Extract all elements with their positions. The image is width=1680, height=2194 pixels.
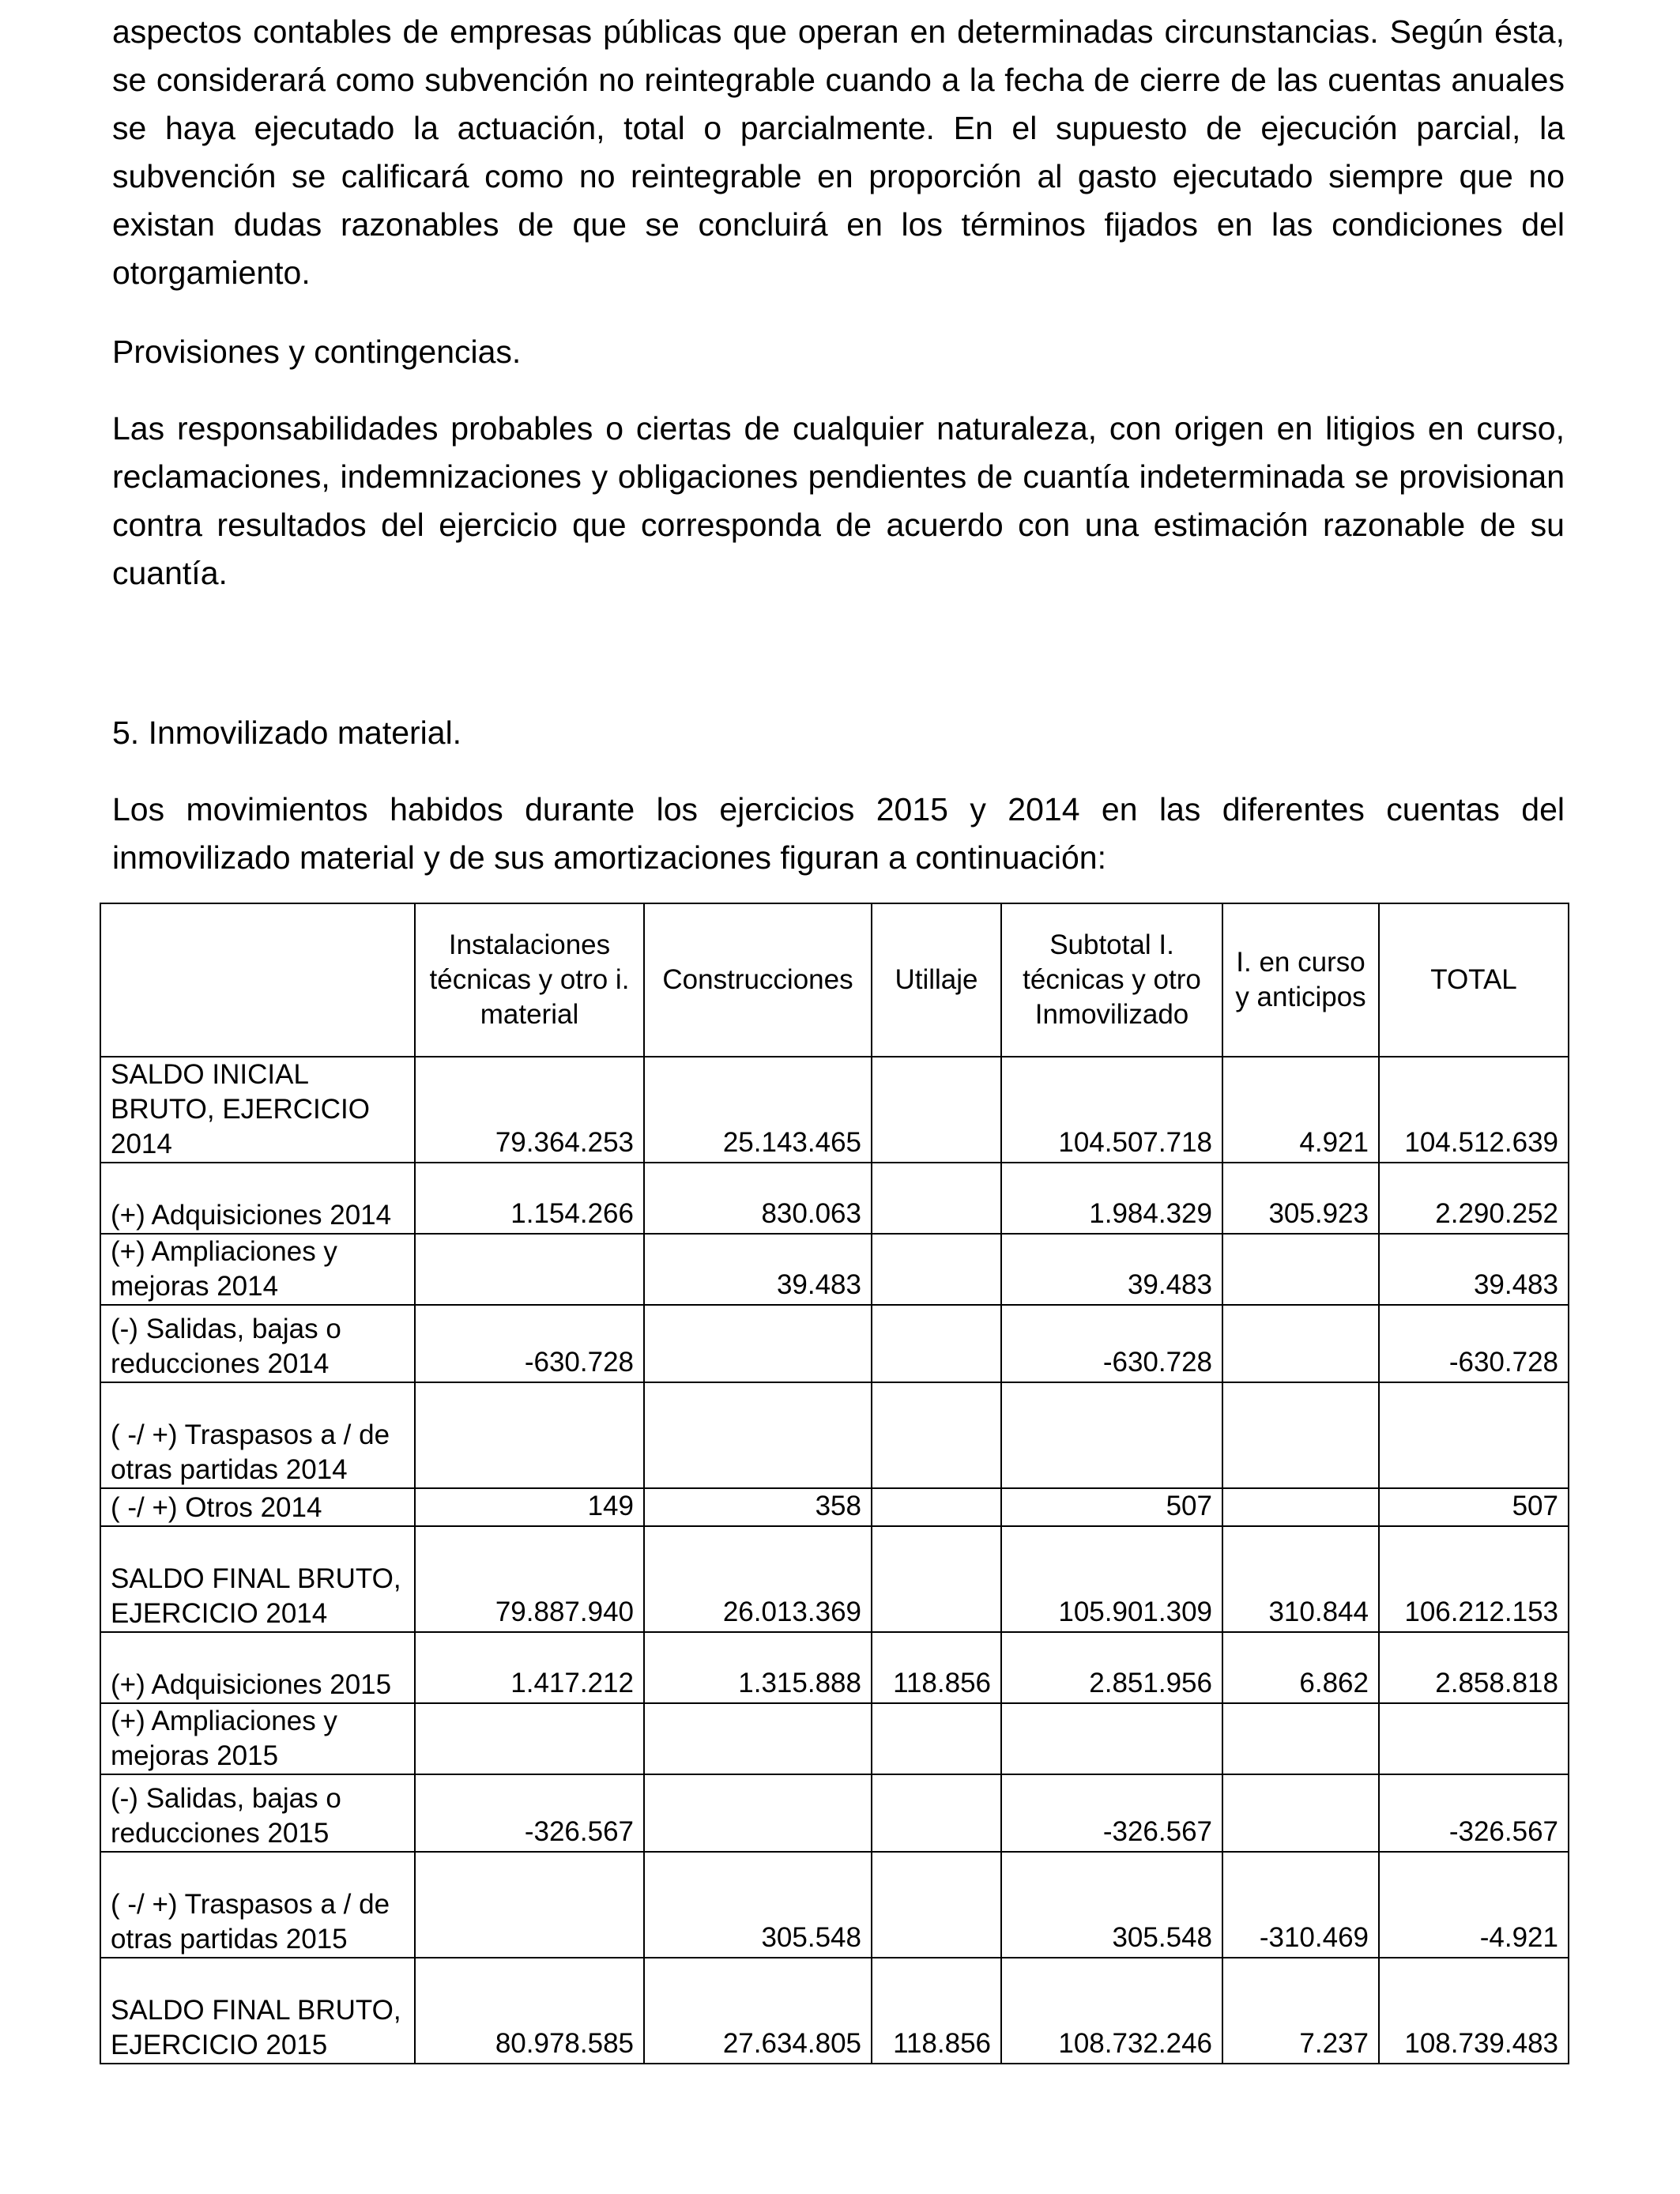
value-cell: 118.856 <box>872 1958 1001 2064</box>
value-cell <box>872 1488 1001 1526</box>
value-cell <box>1379 1382 1569 1488</box>
value-cell: 104.507.718 <box>1001 1057 1222 1163</box>
value-cell: 39.483 <box>644 1234 872 1305</box>
value-cell: 2.851.956 <box>1001 1632 1222 1703</box>
value-cell <box>1222 1382 1379 1488</box>
value-cell <box>1222 1488 1379 1526</box>
value-cell: 149 <box>415 1488 644 1526</box>
value-cell: 305.548 <box>1001 1852 1222 1958</box>
value-cell: 104.512.639 <box>1379 1057 1569 1163</box>
header-cell: Utillaje <box>872 903 1001 1057</box>
value-cell: -630.728 <box>415 1305 644 1382</box>
row-label: ( -/ +) Traspasos a / de otras partidas 2015 <box>100 1852 415 1958</box>
value-cell <box>415 1703 644 1774</box>
value-cell: 305.923 <box>1222 1163 1379 1234</box>
value-cell: 105.901.309 <box>1001 1526 1222 1632</box>
value-cell: 118.856 <box>872 1632 1001 1703</box>
table-row <box>100 1163 1569 1234</box>
value-cell: -326.567 <box>415 1774 644 1852</box>
value-cell <box>872 1852 1001 1958</box>
row-label: (+) Ampliaciones y mejoras 2014 <box>100 1234 415 1305</box>
value-cell: 1.154.266 <box>415 1163 644 1234</box>
value-cell <box>872 1234 1001 1305</box>
value-cell: 26.013.369 <box>644 1526 872 1632</box>
header-cell: TOTAL <box>1379 903 1569 1057</box>
table-row <box>100 1057 1569 1163</box>
value-cell: 1.417.212 <box>415 1632 644 1703</box>
value-cell: 39.483 <box>1379 1234 1569 1305</box>
value-cell: -326.567 <box>1001 1774 1222 1852</box>
value-cell: 7.237 <box>1222 1958 1379 2064</box>
row-label: ( -/ +) Otros 2014 <box>100 1488 415 1526</box>
value-cell <box>872 1163 1001 1234</box>
value-cell: 80.978.585 <box>415 1958 644 2064</box>
value-cell: -310.469 <box>1222 1852 1379 1958</box>
value-cell: 507 <box>1001 1488 1222 1526</box>
header-cell: Construcciones <box>644 903 872 1057</box>
table-row <box>100 1958 1569 2064</box>
row-label: (-) Salidas, bajas o reducciones 2015 <box>100 1774 415 1852</box>
value-cell: 108.732.246 <box>1001 1958 1222 2064</box>
value-cell: 27.634.805 <box>644 1958 872 2064</box>
paragraph-movimientos: Los movimientos habidos durante los ejercicios 2015 y 2014 en las diferentes cuentas del inmovilizado material y de sus amortizaciones figuran a continuación: <box>112 791 1565 876</box>
header-cell: Subtotal I. técnicas y otro Inmovilizado <box>1001 903 1222 1057</box>
header-cell <box>100 903 415 1057</box>
value-cell: 507 <box>1379 1488 1569 1526</box>
table-header-row <box>100 903 1569 1057</box>
row-label: (+) Adquisiciones 2014 <box>100 1163 415 1234</box>
table-row <box>100 1234 1569 1305</box>
value-cell: 305.548 <box>644 1852 872 1958</box>
table-row <box>100 1774 1569 1852</box>
row-label: (-) Salidas, bajas o reducciones 2014 <box>100 1305 415 1382</box>
value-cell: 1.984.329 <box>1001 1163 1222 1234</box>
table-row <box>100 1488 1569 1526</box>
value-cell <box>644 1774 872 1852</box>
row-label: SALDO INICIAL BRUTO, EJERCICIO 2014 <box>100 1057 415 1163</box>
row-label: (+) Adquisiciones 2015 <box>100 1632 415 1703</box>
value-cell <box>644 1382 872 1488</box>
value-cell: 108.739.483 <box>1379 1958 1569 2064</box>
value-cell: 79.364.253 <box>415 1057 644 1163</box>
value-cell <box>415 1234 644 1305</box>
value-cell: 2.858.818 <box>1379 1632 1569 1703</box>
value-cell <box>415 1852 644 1958</box>
value-cell: -4.921 <box>1379 1852 1569 1958</box>
value-cell <box>872 1057 1001 1163</box>
value-cell <box>872 1382 1001 1488</box>
value-cell <box>872 1703 1001 1774</box>
value-cell <box>1222 1774 1379 1852</box>
row-label: ( -/ +) Traspasos a / de otras partidas 2014 <box>100 1382 415 1488</box>
value-cell <box>872 1305 1001 1382</box>
heading-inmovilizado-material: 5. Inmovilizado material. <box>112 714 462 751</box>
value-cell: 79.887.940 <box>415 1526 644 1632</box>
row-label: (+) Ampliaciones y mejoras 2015 <box>100 1703 415 1774</box>
value-cell: 39.483 <box>1001 1234 1222 1305</box>
value-cell: 106.212.153 <box>1379 1526 1569 1632</box>
value-cell: -630.728 <box>1001 1305 1222 1382</box>
table-row <box>100 1526 1569 1632</box>
value-cell: 4.921 <box>1222 1057 1379 1163</box>
value-cell <box>1222 1234 1379 1305</box>
inmovilizado-table <box>100 903 1569 2064</box>
value-cell <box>644 1305 872 1382</box>
value-cell <box>644 1703 872 1774</box>
value-cell <box>872 1526 1001 1632</box>
paragraph-subvenciones: aspectos contables de empresas públicas que operan en determinadas circunstancias. Según ésta, se considerará como subvención no reintegrable cuando a la fecha de cierre de las cuentas anuales se haya ejecutado la actuación, total o parcialmente. En el supuesto de ejecución parcial, la subvención se calificará como no reintegrable en proporción al gasto ejecutado siempre que no existan dudas razonables de que se concluirá en los términos fijados en las condiciones del otorgamiento. <box>112 13 1565 291</box>
header-cell: I. en curso y anticipos <box>1222 903 1379 1057</box>
heading-provisiones: Provisiones y contingencias. <box>112 334 522 370</box>
table-row <box>100 1703 1569 1774</box>
value-cell: -326.567 <box>1379 1774 1569 1852</box>
value-cell: 25.143.465 <box>644 1057 872 1163</box>
value-cell <box>415 1382 644 1488</box>
table-row <box>100 1632 1569 1703</box>
value-cell: 358 <box>644 1488 872 1526</box>
value-cell: 2.290.252 <box>1379 1163 1569 1234</box>
row-label: SALDO FINAL BRUTO, EJERCICIO 2014 <box>100 1526 415 1632</box>
value-cell <box>1222 1305 1379 1382</box>
value-cell <box>1001 1703 1222 1774</box>
table-row <box>100 1305 1569 1382</box>
row-label: SALDO FINAL BRUTO, EJERCICIO 2015 <box>100 1958 415 2064</box>
paragraph-provisiones: Las responsabilidades probables o ciertas de cualquier naturaleza, con origen en litigios en curso, reclamaciones, indemnizaciones y obligaciones pendientes de cuantía indeterminada se provisionan contra resultados del ejercicio que corresponda de acuerdo con una estimación razonable de su cuantía. <box>112 410 1565 591</box>
header-cell: Instalaciones técnicas y otro i. material <box>415 903 644 1057</box>
table-row <box>100 1852 1569 1958</box>
value-cell: -630.728 <box>1379 1305 1569 1382</box>
value-cell: 830.063 <box>644 1163 872 1234</box>
value-cell: 6.862 <box>1222 1632 1379 1703</box>
value-cell <box>872 1774 1001 1852</box>
value-cell <box>1379 1703 1569 1774</box>
value-cell <box>1222 1703 1379 1774</box>
value-cell <box>1001 1382 1222 1488</box>
value-cell: 310.844 <box>1222 1526 1379 1632</box>
value-cell: 1.315.888 <box>644 1632 872 1703</box>
table-row <box>100 1382 1569 1488</box>
